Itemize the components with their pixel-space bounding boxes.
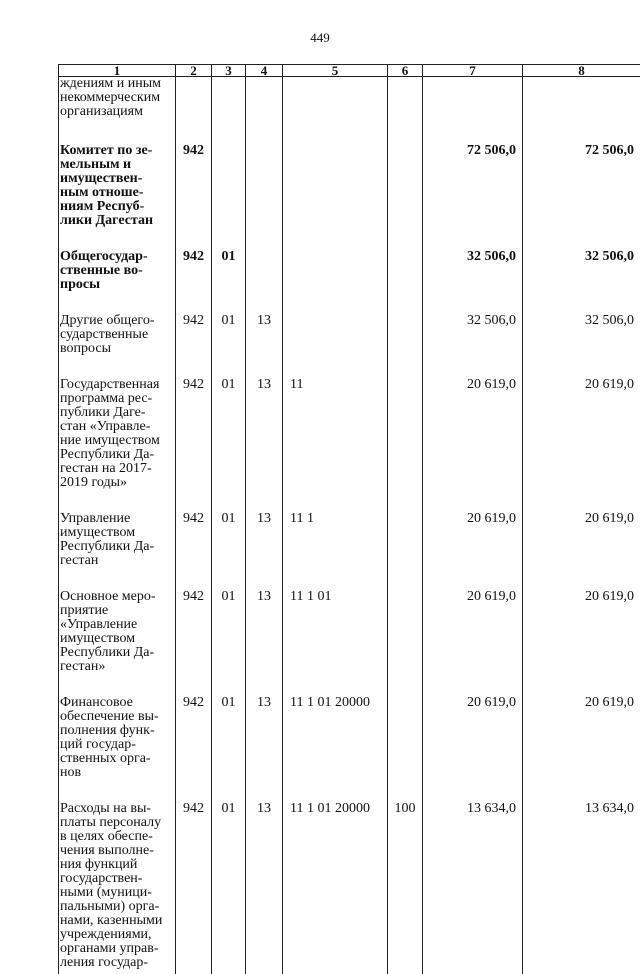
amount-col-7 xyxy=(423,77,523,145)
row-name-line: Другие общего- xyxy=(60,314,173,328)
table-row xyxy=(59,314,640,378)
row-name-line: Управление xyxy=(60,512,173,526)
row-name xyxy=(59,378,176,512)
amount-col-8: 32 506,0 xyxy=(523,250,640,314)
section-code xyxy=(212,144,246,250)
row-name-line: чения выполне- xyxy=(60,844,173,858)
section-code: 01 xyxy=(212,590,246,696)
section-code: 01 xyxy=(212,696,246,802)
amount-col-8: 20 619,0 xyxy=(523,378,640,512)
row-name-line: сударственные xyxy=(60,328,173,342)
target-article-code: 11 1 xyxy=(283,512,388,590)
subsection-code xyxy=(246,144,283,250)
header-col-3: 3 xyxy=(212,65,246,77)
expense-type-code xyxy=(388,378,423,512)
row-name-line: имуществом xyxy=(60,632,173,646)
row-name-line: имуществен- xyxy=(60,172,173,186)
row-name-line: ственные во- xyxy=(60,264,173,278)
row-name-line: Общегосудар- xyxy=(60,250,173,264)
budget-table xyxy=(58,64,640,974)
row-name-line: приятие xyxy=(60,604,173,618)
subsection-code xyxy=(246,250,283,314)
amount-col-7: 20 619,0 xyxy=(423,696,523,802)
section-code: 01 xyxy=(212,512,246,590)
ministry-code: 942 xyxy=(176,696,212,802)
amount-col-8: 20 619,0 xyxy=(523,512,640,590)
row-name-line: просы xyxy=(60,278,173,292)
expense-type-code xyxy=(388,512,423,590)
row-name-line: ственных орга- xyxy=(60,752,173,766)
subsection-code xyxy=(246,77,283,145)
header-col-7: 7 xyxy=(423,65,523,77)
row-name-line: ния функций xyxy=(60,858,173,872)
subsection-code: 13 xyxy=(246,314,283,378)
row-name-line: стан «Управле- xyxy=(60,420,173,434)
amount-col-8: 32 506,0 xyxy=(523,314,640,378)
row-name xyxy=(59,696,176,802)
row-name-line: учреждениями, xyxy=(60,928,173,942)
table-row xyxy=(59,378,640,512)
row-name-line: Республики Да- xyxy=(60,540,173,554)
row-name-line: платы персоналу xyxy=(60,816,173,830)
ministry-code: 942 xyxy=(176,590,212,696)
row-name xyxy=(59,314,176,378)
target-article-code: 11 1 01 xyxy=(283,590,388,696)
row-name-line: публики Даге- xyxy=(60,406,173,420)
amount-col-7: 20 619,0 xyxy=(423,590,523,696)
expense-type-code xyxy=(388,77,423,145)
row-name-line: Комитет по зе- xyxy=(60,144,173,158)
amount-col-7: 20 619,0 xyxy=(423,512,523,590)
row-name xyxy=(59,802,176,974)
row-name-line: организациям xyxy=(60,105,173,119)
row-name-line: ций государ- xyxy=(60,738,173,752)
row-name-line: гестан» xyxy=(60,660,173,674)
table-row xyxy=(59,144,640,250)
table-row xyxy=(59,250,640,314)
row-name-line: гестан xyxy=(60,554,173,568)
table-row xyxy=(59,802,640,974)
row-name-line: ниям Респуб- xyxy=(60,200,173,214)
expense-type-code xyxy=(388,250,423,314)
subsection-code: 13 xyxy=(246,802,283,974)
header-col-5: 5 xyxy=(283,65,388,77)
row-name-line: государствен- xyxy=(60,872,173,886)
amount-col-8: 13 634,0 xyxy=(523,802,640,974)
target-article-code: 11 1 01 20000 xyxy=(283,802,388,974)
row-name-line: программа рес- xyxy=(60,392,173,406)
ministry-code: 942 xyxy=(176,144,212,250)
row-name-line: Основное меро- xyxy=(60,590,173,604)
row-name-line: 2019 годы» xyxy=(60,476,173,490)
table-row xyxy=(59,590,640,696)
row-name-line: пальными) орга- xyxy=(60,900,173,914)
subsection-code: 13 xyxy=(246,512,283,590)
row-name-line: ления государ- xyxy=(60,956,173,970)
amount-col-8: 20 619,0 xyxy=(523,590,640,696)
amount-col-8 xyxy=(523,77,640,145)
row-name-line: Республики Да- xyxy=(60,646,173,660)
row-name-line: вопросы xyxy=(60,342,173,356)
target-article-code xyxy=(283,77,388,145)
expense-type-code xyxy=(388,590,423,696)
ministry-code: 942 xyxy=(176,250,212,314)
expense-type-code xyxy=(388,144,423,250)
amount-col-8: 72 506,0 xyxy=(523,144,640,250)
row-name-line: имуществом xyxy=(60,526,173,540)
amount-col-7: 72 506,0 xyxy=(423,144,523,250)
subsection-code: 13 xyxy=(246,696,283,802)
row-name-line: мельным и xyxy=(60,158,173,172)
table-row xyxy=(59,512,640,590)
section-code xyxy=(212,77,246,145)
row-name xyxy=(59,77,176,145)
amount-col-7: 32 506,0 xyxy=(423,314,523,378)
row-name-line: некоммерческим xyxy=(60,91,173,105)
amount-col-7: 13 634,0 xyxy=(423,802,523,974)
ministry-code xyxy=(176,77,212,145)
header-col-4: 4 xyxy=(246,65,283,77)
target-article-code xyxy=(283,144,388,250)
row-name-line: «Управление xyxy=(60,618,173,632)
section-code: 01 xyxy=(212,802,246,974)
ministry-code: 942 xyxy=(176,378,212,512)
row-name-line: ными (муници- xyxy=(60,886,173,900)
ministry-code: 942 xyxy=(176,802,212,974)
row-name-line: полнения функ- xyxy=(60,724,173,738)
row-name-line: органами управ- xyxy=(60,942,173,956)
row-name-line: гестан на 2017- xyxy=(60,462,173,476)
table-row xyxy=(59,77,640,145)
target-article-code: 11 1 01 20000 xyxy=(283,696,388,802)
header-col-8: 8 xyxy=(523,65,640,77)
row-name-line: ние имуществом xyxy=(60,434,173,448)
row-name-line: обеспечение вы- xyxy=(60,710,173,724)
row-name-line: Государственная xyxy=(60,378,173,392)
row-name xyxy=(59,512,176,590)
target-article-code xyxy=(283,314,388,378)
target-article-code: 11 xyxy=(283,378,388,512)
header-col-1: 1 xyxy=(59,65,176,77)
section-code: 01 xyxy=(212,314,246,378)
row-name-line: нами, казенными xyxy=(60,914,173,928)
header-row xyxy=(59,65,640,77)
row-name-line: ждениям и иным xyxy=(60,77,173,91)
subsection-code: 13 xyxy=(246,378,283,512)
subsection-code: 13 xyxy=(246,590,283,696)
header-col-6: 6 xyxy=(388,65,423,77)
row-name xyxy=(59,144,176,250)
amount-col-7: 32 506,0 xyxy=(423,250,523,314)
ministry-code: 942 xyxy=(176,314,212,378)
row-name-line: лики Дагестан xyxy=(60,214,173,228)
section-code: 01 xyxy=(212,378,246,512)
row-name-line: Расходы на вы- xyxy=(60,802,173,816)
table-row xyxy=(59,696,640,802)
expense-type-code xyxy=(388,696,423,802)
row-name-line: Финансовое xyxy=(60,696,173,710)
page-number: 449 xyxy=(0,30,640,46)
header-col-2: 2 xyxy=(176,65,212,77)
row-name xyxy=(59,250,176,314)
target-article-code xyxy=(283,250,388,314)
row-name-line: Республики Да- xyxy=(60,448,173,462)
row-name xyxy=(59,590,176,696)
row-name-line: ным отноше- xyxy=(60,186,173,200)
expense-type-code: 100 xyxy=(388,802,423,974)
ministry-code: 942 xyxy=(176,512,212,590)
amount-col-8: 20 619,0 xyxy=(523,696,640,802)
row-name-line: нов xyxy=(60,766,173,780)
section-code: 01 xyxy=(212,250,246,314)
expense-type-code xyxy=(388,314,423,378)
amount-col-7: 20 619,0 xyxy=(423,378,523,512)
row-name-line: в целях обеспе- xyxy=(60,830,173,844)
